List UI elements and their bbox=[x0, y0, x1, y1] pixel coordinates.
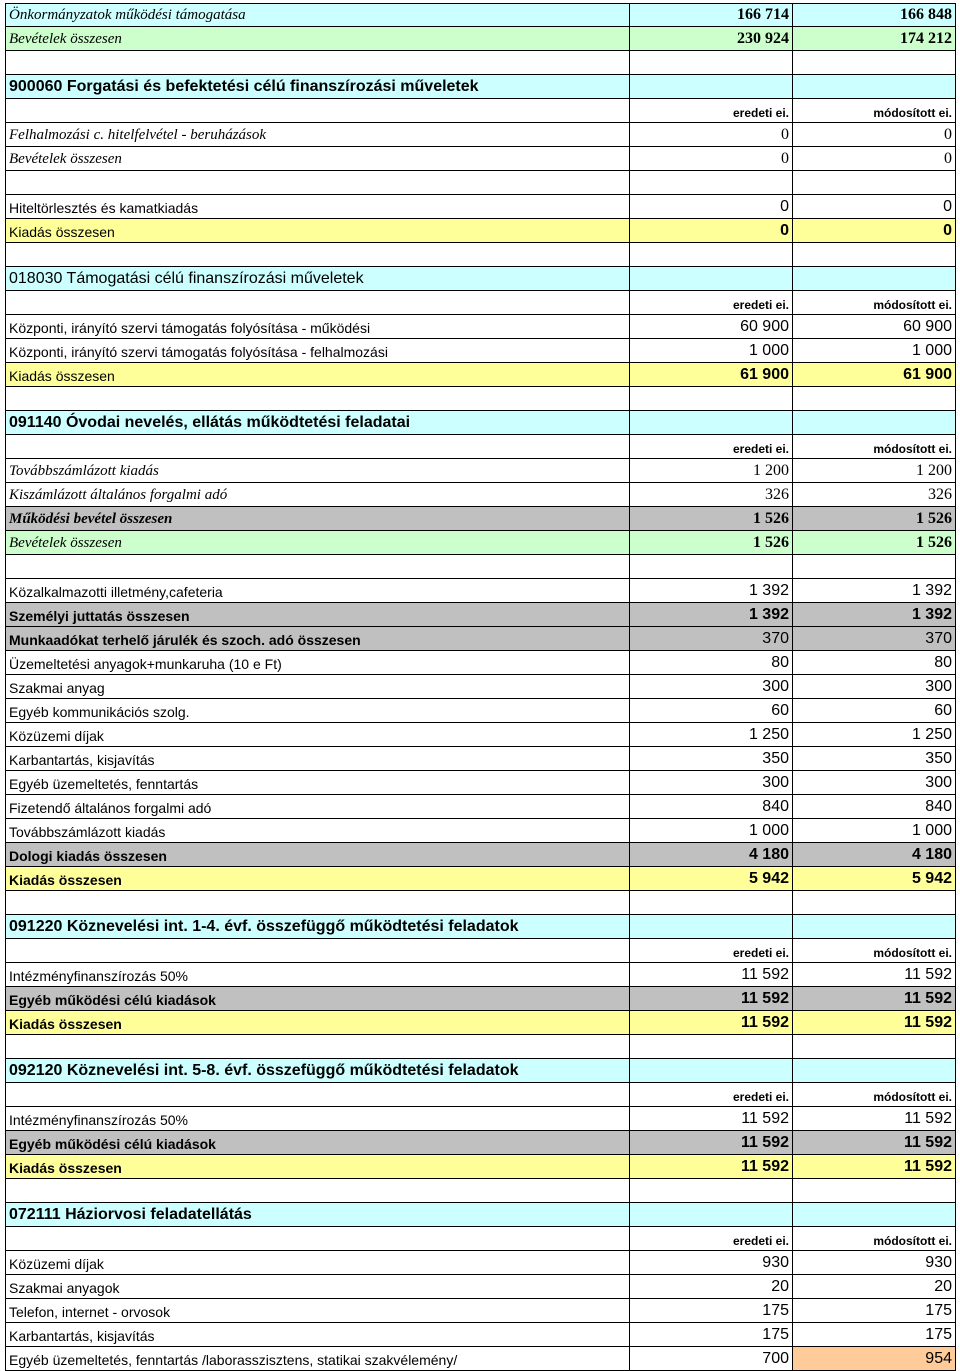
table-row bbox=[5, 1299, 956, 1323]
row-label: Központi, irányító szervi támogatás folyósítása - működési bbox=[5, 315, 630, 339]
table-row bbox=[5, 747, 956, 771]
table-row bbox=[5, 363, 956, 387]
modified-value: 175 bbox=[793, 1323, 956, 1347]
original-value: 930 bbox=[630, 1251, 793, 1275]
row-label: Intézményfinanszírozás 50% bbox=[5, 1107, 630, 1131]
original-value: 840 bbox=[630, 795, 793, 819]
modified-value: 11 592 bbox=[793, 987, 956, 1011]
original-value: 0 bbox=[630, 195, 793, 219]
row-label: Bevételek összesen bbox=[5, 27, 630, 51]
original-value: 4 180 bbox=[630, 843, 793, 867]
table-row bbox=[5, 579, 956, 603]
table-row bbox=[5, 1131, 956, 1155]
original-value: 11 592 bbox=[630, 1155, 793, 1179]
original-value: 700 bbox=[630, 1347, 793, 1371]
original-value: 1 200 bbox=[630, 459, 793, 483]
section-header bbox=[5, 1203, 956, 1227]
original-value: 5 942 bbox=[630, 867, 793, 891]
modified-value: 175 bbox=[793, 1299, 956, 1323]
original-value: 175 bbox=[630, 1323, 793, 1347]
column-header-modified: módosított ei. bbox=[793, 99, 956, 123]
modified-value: 0 bbox=[793, 147, 956, 171]
row-label: Továbbszámlázott kiadás bbox=[5, 459, 630, 483]
original-value: 60 900 bbox=[630, 315, 793, 339]
section-header bbox=[5, 915, 956, 939]
budget-table bbox=[5, 3, 956, 1371]
blank-row bbox=[5, 1179, 956, 1203]
modified-value: 1 000 bbox=[793, 819, 956, 843]
row-label: Bevételek összesen bbox=[5, 531, 630, 555]
table-row bbox=[5, 1323, 956, 1347]
column-header-modified: módosított ei. bbox=[793, 291, 956, 315]
modified-value: 1 392 bbox=[793, 579, 956, 603]
modified-value: 300 bbox=[793, 771, 956, 795]
row-label: Bevételek összesen bbox=[5, 147, 630, 171]
table-row bbox=[5, 795, 956, 819]
section-header bbox=[5, 75, 956, 99]
modified-value: 61 900 bbox=[793, 363, 956, 387]
original-value: 370 bbox=[630, 627, 793, 651]
original-value: 11 592 bbox=[630, 1131, 793, 1155]
row-label: Személyi juttatás összesen bbox=[5, 603, 630, 627]
column-header-original: eredeti ei. bbox=[630, 291, 793, 315]
modified-value: 326 bbox=[793, 483, 956, 507]
table-row bbox=[5, 771, 956, 795]
column-header-row bbox=[5, 1083, 956, 1107]
table-row bbox=[5, 603, 956, 627]
section-header bbox=[5, 267, 956, 291]
original-value: 0 bbox=[630, 219, 793, 243]
column-header-row bbox=[5, 435, 956, 459]
column-header-original: eredeti ei. bbox=[630, 939, 793, 963]
table-row bbox=[5, 1011, 956, 1035]
original-value: 1 250 bbox=[630, 723, 793, 747]
original-value: 11 592 bbox=[630, 1107, 793, 1131]
blank-row bbox=[5, 555, 956, 579]
modified-value: 166 848 bbox=[793, 3, 956, 27]
column-header-original: eredeti ei. bbox=[630, 1083, 793, 1107]
original-value: 11 592 bbox=[630, 963, 793, 987]
table-row bbox=[5, 3, 956, 27]
table-row bbox=[5, 1155, 956, 1179]
column-header-row bbox=[5, 1227, 956, 1251]
section-title: 018030 Támogatási célú finanszírozási műveletek bbox=[5, 267, 630, 291]
row-label: Fizetendő általános forgalmi adó bbox=[5, 795, 630, 819]
table-row bbox=[5, 867, 956, 891]
modified-value: 0 bbox=[793, 123, 956, 147]
column-header-modified: módosított ei. bbox=[793, 1227, 956, 1251]
row-label: Központi, irányító szervi támogatás folyósítása - felhalmozási bbox=[5, 339, 630, 363]
original-value: 1 526 bbox=[630, 531, 793, 555]
row-label: Önkormányzatok működési támogatása bbox=[5, 3, 630, 27]
row-label: Telefon, internet - orvosok bbox=[5, 1299, 630, 1323]
row-label: Közüzemi díjak bbox=[5, 1251, 630, 1275]
row-label: Szakmai anyag bbox=[5, 675, 630, 699]
table-row bbox=[5, 1275, 956, 1299]
original-value: 11 592 bbox=[630, 987, 793, 1011]
table-row bbox=[5, 315, 956, 339]
table-row bbox=[5, 339, 956, 363]
table-row bbox=[5, 843, 956, 867]
modified-value: 350 bbox=[793, 747, 956, 771]
table-row bbox=[5, 27, 956, 51]
column-header-original: eredeti ei. bbox=[630, 99, 793, 123]
table-row bbox=[5, 651, 956, 675]
column-header-row bbox=[5, 939, 956, 963]
original-value: 230 924 bbox=[630, 27, 793, 51]
row-label: Kiszámlázott általános forgalmi adó bbox=[5, 483, 630, 507]
row-label: Üzemeltetési anyagok+munkaruha (10 e Ft) bbox=[5, 651, 630, 675]
modified-value: 1 526 bbox=[793, 531, 956, 555]
blank-row bbox=[5, 387, 956, 411]
row-label: Felhalmozási c. hitelfelvétel - beruházások bbox=[5, 123, 630, 147]
modified-value: 0 bbox=[793, 195, 956, 219]
row-label: Kiadás összesen bbox=[5, 1155, 630, 1179]
row-label: Egyéb kommunikációs szolg. bbox=[5, 699, 630, 723]
column-header-row bbox=[5, 99, 956, 123]
row-label: Működési bevétel összesen bbox=[5, 507, 630, 531]
modified-value: 300 bbox=[793, 675, 956, 699]
table-row bbox=[5, 1251, 956, 1275]
table-row bbox=[5, 531, 956, 555]
row-label: Kiadás összesen bbox=[5, 1011, 630, 1035]
column-header-modified: módosított ei. bbox=[793, 435, 956, 459]
row-label: Közüzemi díjak bbox=[5, 723, 630, 747]
modified-value: 11 592 bbox=[793, 963, 956, 987]
modified-value: 370 bbox=[793, 627, 956, 651]
column-header-original: eredeti ei. bbox=[630, 1227, 793, 1251]
modified-value: 60 bbox=[793, 699, 956, 723]
table-row bbox=[5, 1347, 956, 1371]
blank-row bbox=[5, 171, 956, 195]
row-label: Továbbszámlázott kiadás bbox=[5, 819, 630, 843]
original-value: 0 bbox=[630, 123, 793, 147]
table-row bbox=[5, 147, 956, 171]
modified-value: 954 bbox=[793, 1347, 956, 1371]
section-title: 091220 Köznevelési int. 1-4. évf. összefüggő működtetési feladatok bbox=[5, 915, 630, 939]
modified-value: 930 bbox=[793, 1251, 956, 1275]
original-value: 0 bbox=[630, 147, 793, 171]
modified-value: 11 592 bbox=[793, 1155, 956, 1179]
blank-row bbox=[5, 1035, 956, 1059]
section-title: 900060 Forgatási és befektetési célú finanszírozási műveletek bbox=[5, 75, 630, 99]
column-header-modified: módosított ei. bbox=[793, 939, 956, 963]
row-label: Munkaadókat terhelő járulék és szoch. adó összesen bbox=[5, 627, 630, 651]
modified-value: 1 392 bbox=[793, 603, 956, 627]
modified-value: 11 592 bbox=[793, 1107, 956, 1131]
original-value: 300 bbox=[630, 675, 793, 699]
modified-value: 4 180 bbox=[793, 843, 956, 867]
original-value: 1 392 bbox=[630, 603, 793, 627]
row-label: Közalkalmazotti illetmény,cafeteria bbox=[5, 579, 630, 603]
original-value: 175 bbox=[630, 1299, 793, 1323]
section-header bbox=[5, 411, 956, 435]
table-row bbox=[5, 699, 956, 723]
table-row bbox=[5, 507, 956, 531]
original-value: 20 bbox=[630, 1275, 793, 1299]
section-title: 092120 Köznevelési int. 5-8. évf. összefüggő működtetési feladatok bbox=[5, 1059, 630, 1083]
table-row bbox=[5, 675, 956, 699]
row-label: Egyéb üzemeltetés, fenntartás bbox=[5, 771, 630, 795]
original-value: 1 000 bbox=[630, 819, 793, 843]
original-value: 1 392 bbox=[630, 579, 793, 603]
table-row bbox=[5, 963, 956, 987]
table-row bbox=[5, 459, 956, 483]
original-value: 1 000 bbox=[630, 339, 793, 363]
modified-value: 80 bbox=[793, 651, 956, 675]
modified-value: 0 bbox=[793, 219, 956, 243]
row-label: Kiadás összesen bbox=[5, 363, 630, 387]
original-value: 166 714 bbox=[630, 3, 793, 27]
row-label: Hiteltörlesztés és kamatkiadás bbox=[5, 195, 630, 219]
table-row bbox=[5, 123, 956, 147]
blank-row bbox=[5, 891, 956, 915]
row-label: Intézményfinanszírozás 50% bbox=[5, 963, 630, 987]
section-title: 091140 Óvodai nevelés, ellátás működtetési feladatai bbox=[5, 411, 630, 435]
modified-value: 1 000 bbox=[793, 339, 956, 363]
column-header-original: eredeti ei. bbox=[630, 435, 793, 459]
row-label: Egyéb üzemeltetés, fenntartás /laborasszisztens, statikai szakvélemény/ bbox=[5, 1347, 630, 1371]
original-value: 300 bbox=[630, 771, 793, 795]
original-value: 80 bbox=[630, 651, 793, 675]
row-label: Karbantartás, kisjavítás bbox=[5, 747, 630, 771]
blank-row bbox=[5, 51, 956, 75]
section-header bbox=[5, 1059, 956, 1083]
row-label: Kiadás összesen bbox=[5, 219, 630, 243]
original-value: 326 bbox=[630, 483, 793, 507]
original-value: 61 900 bbox=[630, 363, 793, 387]
row-label: Egyéb működési célú kiadások bbox=[5, 1131, 630, 1155]
modified-value: 174 212 bbox=[793, 27, 956, 51]
original-value: 60 bbox=[630, 699, 793, 723]
modified-value: 1 250 bbox=[793, 723, 956, 747]
modified-value: 60 900 bbox=[793, 315, 956, 339]
column-header-modified: módosított ei. bbox=[793, 1083, 956, 1107]
original-value: 350 bbox=[630, 747, 793, 771]
modified-value: 20 bbox=[793, 1275, 956, 1299]
column-header-row bbox=[5, 291, 956, 315]
table-row bbox=[5, 483, 956, 507]
section-title: 072111 Háziorvosi feladatellátás bbox=[5, 1203, 630, 1227]
row-label: Karbantartás, kisjavítás bbox=[5, 1323, 630, 1347]
table-row bbox=[5, 195, 956, 219]
table-row bbox=[5, 819, 956, 843]
table-row bbox=[5, 627, 956, 651]
modified-value: 11 592 bbox=[793, 1131, 956, 1155]
modified-value: 11 592 bbox=[793, 1011, 956, 1035]
table-row bbox=[5, 1107, 956, 1131]
table-row bbox=[5, 219, 956, 243]
table-row bbox=[5, 987, 956, 1011]
row-label: Kiadás összesen bbox=[5, 867, 630, 891]
row-label: Szakmai anyagok bbox=[5, 1275, 630, 1299]
modified-value: 840 bbox=[793, 795, 956, 819]
original-value: 1 526 bbox=[630, 507, 793, 531]
modified-value: 1 200 bbox=[793, 459, 956, 483]
row-label: Egyéb működési célú kiadások bbox=[5, 987, 630, 1011]
modified-value: 5 942 bbox=[793, 867, 956, 891]
modified-value: 1 526 bbox=[793, 507, 956, 531]
table-row bbox=[5, 723, 956, 747]
blank-row bbox=[5, 243, 956, 267]
row-label: Dologi kiadás összesen bbox=[5, 843, 630, 867]
original-value: 11 592 bbox=[630, 1011, 793, 1035]
